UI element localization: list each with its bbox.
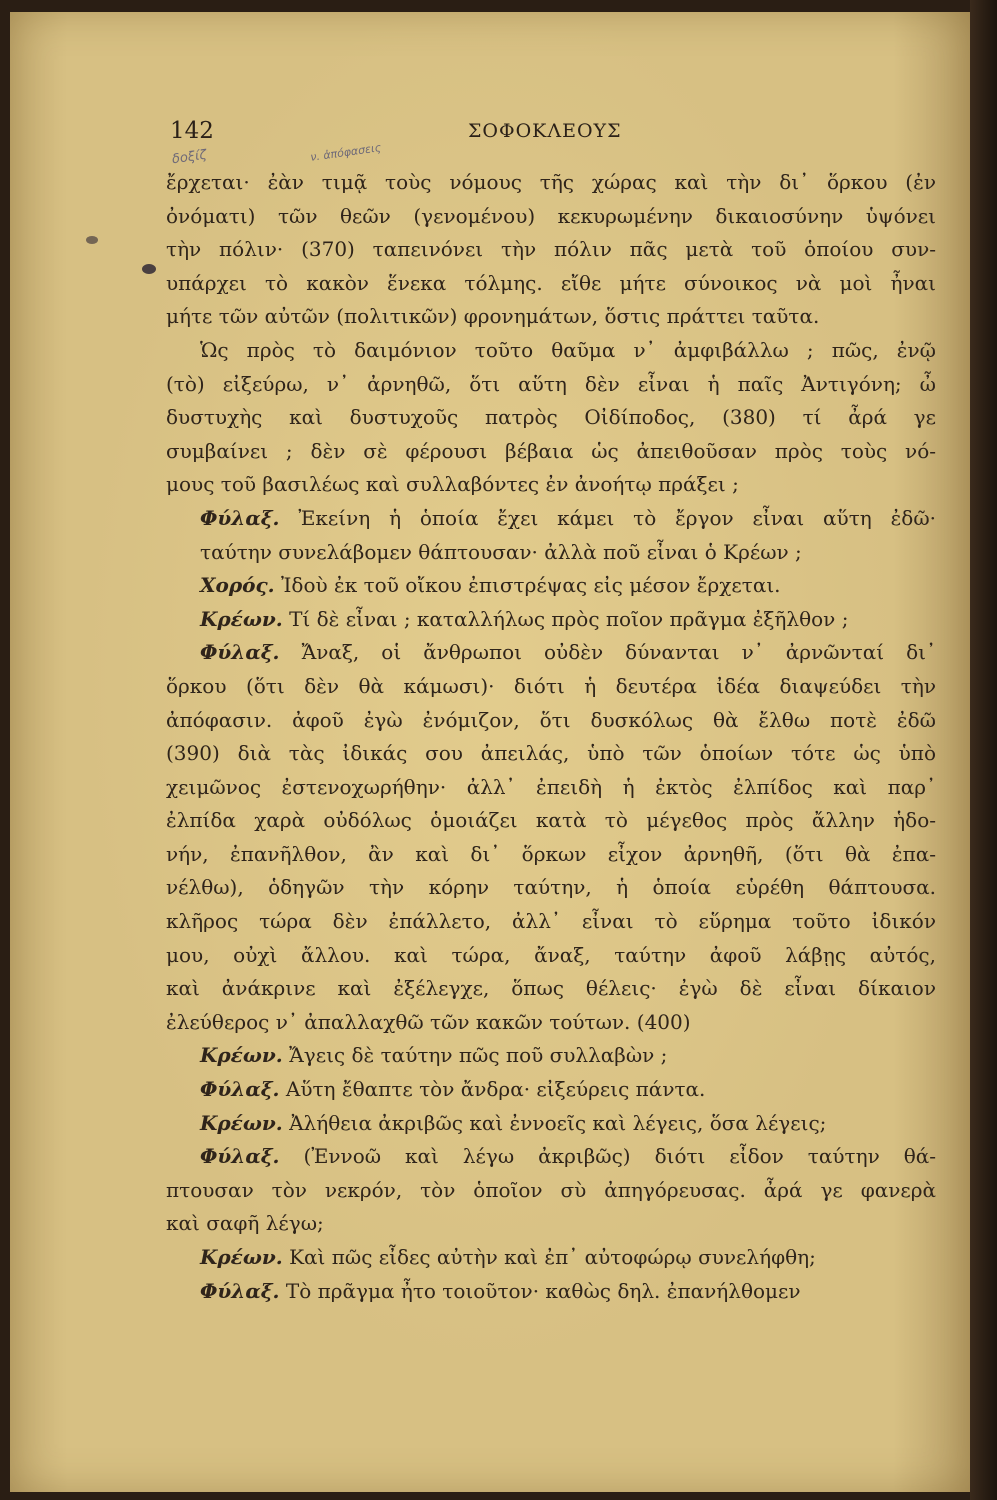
line-text: τὴν πόλιν· (370) ταπεινόνει τὴν πόλιν πᾶς μετὰ τοῦ ὁποίου συν- <box>166 237 936 262</box>
book-spine <box>970 0 997 1500</box>
marginal-note: δοξίζ <box>171 147 208 168</box>
line-text: συμβαίνει ; δὲν σὲ φέρουσι βέβαια ὡς ἀπειθοῦσαν πρὸς τοὺς νό- <box>166 438 936 463</box>
speaker-name: Φύλαξ. <box>200 1144 280 1169</box>
line-text: Αὕτη ἔθαπτε τὸν ἄνδρα· εἰξεύρεις πάντα. <box>285 1077 706 1102</box>
line-text: Ἐκείνη ἡ ὁποία ἔχει κάμει τὸ ἔργον εἶναι αὕτη ἐδῶ· <box>298 505 936 530</box>
line-text: Ἀλήθεια ἀκριβῶς καὶ ἐννοεῖς καὶ λέγεις, ὅσα λέγεις; <box>289 1110 827 1135</box>
text-line <box>166 502 936 536</box>
text-line <box>166 267 936 301</box>
speaker-name: Φύλαξ. <box>200 505 280 530</box>
line-text: Καὶ πῶς εἶδες αὐτὴν καὶ ἐπ᾿ αὐτοφώρῳ συνελήφθη; <box>289 1245 816 1269</box>
line-text: ἐλπίδα χαρὰ οὐδόλως ὁμοιάζει κατὰ τὸ μέγεθος πρὸς ἄλλην ἡδο- <box>166 808 936 833</box>
text-line <box>166 737 936 771</box>
text-body <box>166 166 936 1308</box>
line-text: νήν, ἐπανῆλθον, ἂν καὶ δι᾿ ὅρκων εἶχον ἀρνηθῆ, (ὅτι θὰ ἐπα- <box>166 841 936 866</box>
line-text: ἐλεύθερος ν᾿ ἀπαλλαχθῶ τῶν κακῶν τούτων. (400) <box>166 1009 691 1034</box>
margin-mark <box>142 264 156 274</box>
text-line <box>166 1107 936 1141</box>
text-line <box>166 1073 936 1107</box>
line-text: Τί δὲ εἶναι ; καταλλήλως πρὸς ποῖον πρᾶγμα ἐξῆλθον ; <box>289 606 849 631</box>
text-line <box>166 200 936 234</box>
speaker-name: Κρέων. <box>200 606 283 631</box>
marginal-note: ν. ἀπόφασεις <box>309 141 382 164</box>
line-text: (τὸ) εἰξεύρω, ν᾿ ἀρνηθῶ, ὅτι αὕτη δὲν εἶναι ἡ παῖς Ἀντιγόνη; ὦ <box>166 371 936 396</box>
text-line <box>166 972 936 1006</box>
page-header <box>170 118 957 148</box>
margin-mark <box>86 236 98 244</box>
speaker-name: Φύλαξ. <box>200 1278 280 1303</box>
line-text: Ἰδοὺ ἐκ τοῦ οἴκου ἐπιστρέψας εἰς μέσον ἔρχεται. <box>281 573 781 598</box>
text-line <box>166 804 936 838</box>
line-text: Ἄγεις δὲ ταύτην πῶς ποῦ συλλαβὼν ; <box>289 1043 668 1068</box>
text-line <box>166 536 936 570</box>
text-line <box>166 1275 936 1309</box>
text-line <box>166 569 936 603</box>
line-text: υπάρχει τὸ κακὸν ἕνεκα τόλμης. εἴθε μήτε σύνοικος νὰ μοὶ ἦναι <box>166 270 936 295</box>
speaker-name: Κρέων. <box>200 1043 283 1068</box>
text-line <box>166 233 936 267</box>
line-text: δυστυχὴς καὶ δυστυχοῦς πατρὸς Οἰδίποδος, (380) τί ἆρά γε <box>166 405 936 430</box>
text-line <box>166 368 936 402</box>
speaker-name: Φύλαξ. <box>200 640 280 665</box>
line-text: χειμῶνος ἐστενοχωρήθην· ἀλλ᾿ ἐπειδὴ ἡ ἐκτὸς ἐλπίδος καὶ παρ᾿ <box>166 774 936 799</box>
line-text: (Ἐννοῶ καὶ λέγω ἀκριβῶς) διότι εἶδον ταύτην θά- <box>303 1144 936 1169</box>
text-line <box>166 939 936 973</box>
speaker-name: Κρέων. <box>200 1110 283 1135</box>
text-line <box>166 1140 936 1174</box>
line-text: (390) διὰ τὰς ἰδικάς σου ἀπειλάς, ὑπὸ τῶν ὁποίων τότε ὡς ὑπὸ <box>166 741 936 766</box>
speaker-name: Χορός. <box>200 573 275 598</box>
text-line <box>166 1241 936 1275</box>
line-text: Τὸ πρᾶγμα ἦτο τοιοῦτον· καθὼς δηλ. ἐπανήλθομεν <box>285 1278 801 1303</box>
text-line <box>166 1006 936 1040</box>
line-text: κλῆρος τώρα δὲν ἐπάλλετο, ἀλλ᾿ εἶναι τὸ εὕρημα τοῦτο ἰδικόν <box>166 909 936 934</box>
line-text: μήτε τῶν αὐτῶν (πολιτικῶν) φρονημάτων, ὅστις πράττει ταῦτα. <box>166 304 820 329</box>
text-line <box>166 468 936 502</box>
text-line <box>166 871 936 905</box>
line-text: πτουσαν τὸν νεκρόν, τὸν ὁποῖον σὺ ἀπηγόρευσας. ἆρά γε φανερὰ <box>166 1177 936 1202</box>
text-line <box>166 166 936 200</box>
line-text: καὶ ἀνάκρινε καὶ ἐξέλεγχε, ὅπως θέλεις· ἐγὼ δὲ εἶναι δίκαιον <box>166 976 936 1001</box>
text-line <box>166 435 936 469</box>
line-text: μου, οὐχὶ ἄλλου. καὶ τώρα, ἄναξ, ταύτην ἀφοῦ λάβῃς αὐτός, <box>166 942 936 967</box>
text-line <box>166 401 936 435</box>
text-line <box>166 1207 936 1241</box>
line-text: Ὡς πρὸς τὸ δαιμόνιον τοῦτο θαῦμα ν᾿ ἀμφιβάλλω ; πῶς, ἐνῷ <box>200 337 936 362</box>
text-line <box>166 704 936 738</box>
line-text: ἀπόφασιν. ἀφοῦ ἐγὼ ἐνόμιζον, ὅτι δυσκόλως θὰ ἔλθω ποτὲ ἐδῶ <box>166 707 936 732</box>
text-line <box>166 1174 936 1208</box>
speaker-name: Κρέων. <box>200 1245 283 1269</box>
text-line <box>166 771 936 805</box>
line-text: μους τοῦ βασιλέως καὶ συλλαβόντες ἐν ἀνοήτῳ πράξει ; <box>166 472 739 497</box>
line-text: ἔρχεται· ἐὰν τιμᾷ τοὺς νόμους τῆς χώρας καὶ τὴν δι᾿ ὅρκου (ἐν <box>166 170 936 194</box>
line-text: καὶ σαφῆ λέγω; <box>166 1211 324 1236</box>
line-text: ὅρκου (ὅτι δὲν θὰ κάμωσι)· διότι ἡ δευτέρα ἰδέα διαψεύδει τὴν <box>166 673 936 698</box>
speaker-name: Φύλαξ. <box>200 1077 280 1102</box>
text-line <box>166 334 936 368</box>
line-text: νέλθω), ὁδηγῶν τὴν κόρην ταύτην, ἡ ὁποία εὑρέθη θάπτουσα. <box>166 875 936 900</box>
page-number: 142 <box>170 118 214 144</box>
line-text: ταύτην συνελάβομεν θάπτουσαν· ἀλλὰ ποῦ εἶναι ὁ Κρέων ; <box>200 539 802 564</box>
text-line <box>166 1039 936 1073</box>
text-line <box>166 636 936 670</box>
line-text: Ἄναξ, οἱ ἄνθρωποι οὐδὲν δύνανται ν᾿ ἀρνῶνταί δι᾿ <box>301 640 936 665</box>
line-text: ὀνόματι) τῶν θεῶν (γενομένου) κεκυρωμένην δικαιοσύνην ὑψόνει <box>166 203 936 228</box>
text-line <box>166 670 936 704</box>
text-line <box>166 905 936 939</box>
text-line <box>166 300 936 334</box>
text-line <box>166 603 936 637</box>
text-line <box>166 838 936 872</box>
running-title: ΣΟΦΟΚΛΕΟΥΣ <box>468 120 622 142</box>
